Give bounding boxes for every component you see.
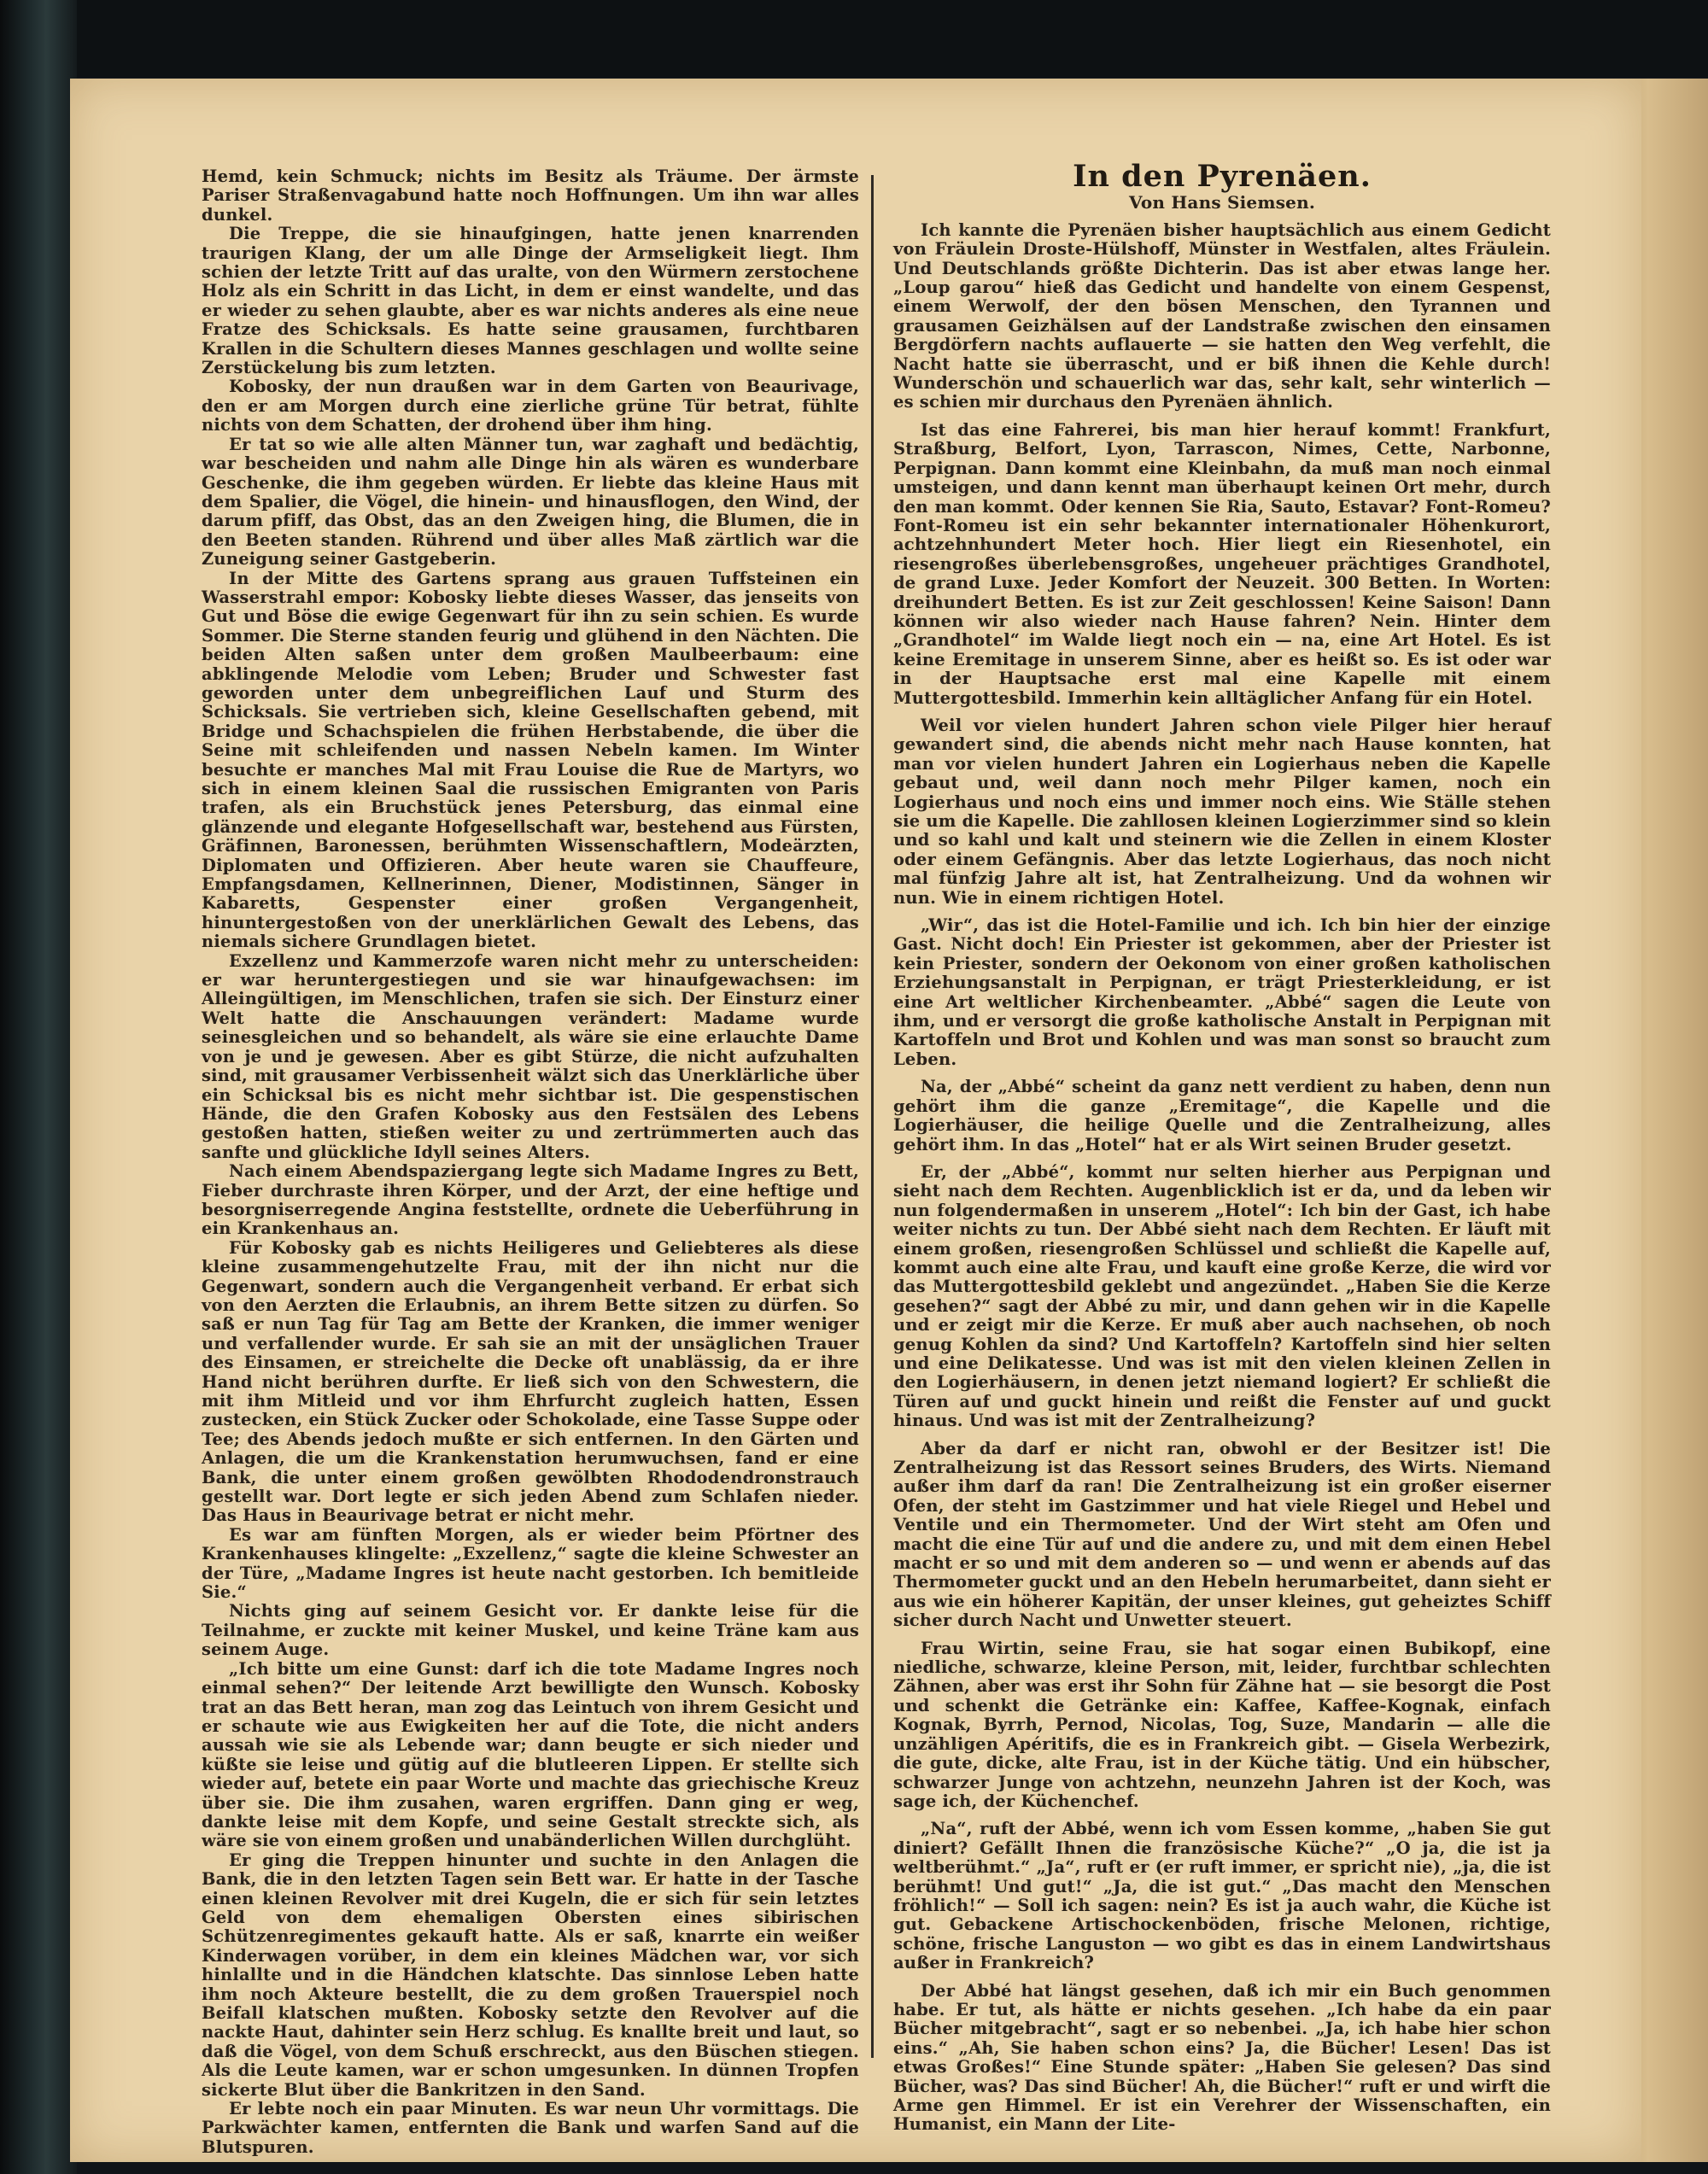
paragraph: „Wir“, das ist die Hotel-Familie und ich. Ich bin hier der einzige Gast. Nicht doch! Ein Priester ist gekommen, aber der Priester ist kein Priester, sondern der Oekonom von einer großen katholischen Erziehungsanstalt in Perpignan, er trägt Priesterkleidung, er ist eine Art weltlicher Kirchenbeamter. „Abbé“ sagen die Leute von ihm, und er versorgt die große katholische Anstalt in Perpignan mit Kartoffeln und Brot und Kohlen und was man sonst so braucht zum Leben. [893, 915, 1551, 1069]
article-title: In den Pyrenäen. [1073, 159, 1372, 194]
column-divider [871, 175, 874, 2058]
paragraph: Kobosky, der nun draußen war in dem Garten von Beaurivage, den er am Morgen durch eine zierliche grüne Tür betrat, fühlte nichts von dem Schatten, der drohend über ihm hing. [202, 377, 859, 435]
paragraph: „Na“, ruft der Abbé, wenn ich vom Essen komme, „haben Sie gut diniert? Gefällt Ihnen die französische Küche?“ „O ja, die ist ja weltberühmt.“ „Ja“, ruft er (er ruft immer, er spricht nie), „ja, die ist berühmt! Und gut!“ „Ja, die ist gut.“ „Das macht den Menschen fröhlich!“ — Soll ich sagen: nein? Es ist ja auch wahr, die Küche ist gut. Gebackene Artischockenböden, frische Melonen, richtige, schöne, frische Languston — wo gibt es das in einem Landwirtshaus außer in Frankreich? [893, 1819, 1551, 1973]
paragraph: Nichts ging auf seinem Gesicht vor. Er dankte leise für die Teilnahme, er zuckte mit keiner Muskel, und keine Träne kam aus seinem Auge. [202, 1601, 859, 1660]
paragraph: Für Kobosky gab es nichts Heiligeres und Geliebteres als diese kleine zusammengehutzelte Frau, mit der ihn nicht nur die Gegenwart, sondern auch die Vergangenheit verband. Er erbat sich von den Aerzten die Erlaubnis, an ihrem Bette sitzen zu dürfen. So saß er nun Tag für Tag am Bette der Kranken, die immer weniger und verfallender wurde. Er sah sie an mit der unsäglichen Trauer des Einsamen, er streichelte die Decke oft unablässig, da er ihre Hand nicht berühren durfte. Er ließ sich von den Schwestern, die mit ihm Mitleid und vor ihm Ehrfurcht zugleich hatten, Essen zustecken, ein Stück Zucker oder Schokolade, eine Tasse Suppe oder Tee; des Abends jedoch mußte er sich entfernen. In den Gärten und Anlagen, die um die Krankenstation herumwuchsen, fand er eine Bank, die unter einem großen gewölbten Rhododendronstrauch gestellt war. Dort legte er sich jeden Abend zum Schlafen nieder. Das Haus in Beaurivage betrat er nicht mehr. [202, 1237, 859, 1526]
paragraph: In der Mitte des Gartens sprang aus grauen Tuffsteinen ein Wasserstrahl empor: Kobosky liebte dieses Wasser, das jenseits von Gut und Böse die ewige Gegenwart für ihn zu sein schien. Es wurde Sommer. Die Sterne standen feurig und glühend in den Nächten. Die beiden Alten saßen unter dem großen Maulbeerbaum: eine abklingende Melodie vom Leben; Bruder und Schwester fast geworden unter dem unbegreiflichen Lauf und Sturm des Schicksals. Sie vertrieben sich, kleine Gesellschaften gebend, mit Bridge und Schachspielen die frühen Herbstabende, die über die Seine mit schleifenden und nassen Nebeln kamen. Im Winter besuchte er manches Mal mit Frau Louise die Rue de Martyrs, wo sich in einem kleinen Saal die russischen Emigranten von Paris trafen, als ein Bruchstück jenes Petersburg, das einmal eine glänzende und elegante Hofgesellschaft war, bestehend aus Fürsten, Gräfinnen, Baronessen, berühmten Wissenschaftlern, Modeärzten, Diplomaten und Offizieren. Aber heute waren sie Chauffeure, Empfangsdamen, Kellnerinnen, Diener, Modistinnen, Sänger in Kabaretts, Gespenster einer großen Vergangenheit, hinuntergestoßen von der unerklärlichen Gewalt des Lebens, das niemals sichere Grundlagen bietet. [202, 568, 859, 952]
right-column [893, 159, 1551, 2143]
paragraph: Er lebte noch ein paar Minuten. Es war neun Uhr vormittags. Die Parkwächter kamen, entfernten die Bank und warfen Sand auf die Blutspuren. [202, 2099, 859, 2157]
paragraph: „Ich bitte um eine Gunst: darf ich die tote Madame Ingres noch einmal sehen?“ Der leitende Arzt bewilligte den Wunsch. Kobosky trat an das Bett heran, man zog das Leintuch von ihrem Gesicht und er schaute wie aus Ewigkeiten her auf die Tote, die nicht anders aussah wie sie als Lebende war; dann beugte er sich nieder und küßte sie leise und gütig auf die blutleeren Lippen. Er stellte sich wieder auf, betete ein paar Worte und machte das griechische Kreuz über sie. Die ihm zusahen, waren ergriffen. Dann ging er weg, dankte leise mit dem Kopfe, und seine Gestalt streckte sich, als wäre sie von einem großen und unabänderlichen Willen durchglüht. [202, 1658, 859, 1851]
paragraph: Exzellenz und Kammerzofe waren nicht mehr zu unterscheiden: er war heruntergestiegen und sie war hinaufgewachsen: im Alleingültigen, im Menschlichen, trafen sie sich. Der Einsturz einer Welt hatte die Anschauungen verändert: Madame wurde seinesgleichen und so behandelt, als wäre sie eine erlauchte Dame von je und je gewesen. Aber es gibt Stürze, die nicht aufzuhalten sind, mit grausamer Verbissenheit wälzt sich das Unerklärliche über ein Schicksal bis es nicht mehr sichtbar ist. Die gespenstischen Hände, die den Grafen Kobosky aus den Festsälen des Lebens gestoßen hatten, stießen weiter zu und zertrümmerten auch das sanfte und glückliche Idyll seines Alters. [202, 950, 859, 1162]
book-spine [0, 0, 77, 2174]
paragraph: Ist das eine Fahrerei, bis man hier herauf kommt! Frankfurt, Straßburg, Belfort, Lyon, Tarrascon, Nimes, Cette, Narbonne, Perpignan. Dann kommt eine Kleinbahn, da muß man noch einmal umsteigen, und dann kennt man überhaupt keinen Ort mehr, durch den man kommt. Oder kennen Sie Ria, Sauto, Estavar? Font-Romeu? Font-Romeu ist ein sehr bekannter internationaler Höhenkurort, achtzehnhundert Meter hoch. Hier liegt ein Riesenhotel, ein riesengroßes überlebensgroßes, ungeheuer prächtiges Grandhotel, de grand Luxe. Jeder Komfort der Neuzeit. 300 Betten. In Worten: dreihundert Betten. Es ist zur Zeit geschlossen! Keine Saison! Dann können wir also wieder nach Hause fahren? Nein. Hinter dem „Grandhotel“ im Walde liegt noch ein — na, eine Art Hotel. Es ist keine Eremitage in unserem Sinne, aber es heißt so. Es ist oder war in der Hauptsache erst mal eine Kapelle mit einem Muttergottesbild. Immerhin kein alltäglicher Anfang für ein Hotel. [893, 419, 1551, 708]
paragraph: Es war am fünften Morgen, als er wieder beim Pförtner des Krankenhauses klingelte: „Exzellenz,“ sagte die kleine Schwester an der Türe, „Madame Ingres ist heute nacht gestorben. Ich bemitleide Sie.“ [202, 1524, 859, 1603]
paragraph: Die Treppe, die sie hinaufgingen, hatte jenen knarrenden traurigen Klang, der um alle Dinge der Armseligkeit liegt. Ihm schien der letzte Tritt auf das uralte, von den Würmern zerstochene Holz als ein Schritt in das Licht, in dem er einst wandelte, und das er wieder zu sehen glaubte, aber es war nichts anderes als eine neue Fratze des Schicksals. Es hatte seine grausamen, furchtbaren Krallen in die Schultern dieses Mannes geschlagen und wollte seine Zerstückelung bis zum letzten. [202, 224, 859, 378]
paragraph: Na, der „Abbé“ scheint da ganz nett verdient zu haben, denn nun gehört ihm die ganze „Eremitage“, die Kapelle und die Logierhäuser, die heilige Quelle und die Zentralheizung, alles gehört ihm. In das „Hotel“ hat er als Wirt seinen Bruder gesetzt. [893, 1077, 1551, 1154]
left-column [202, 167, 859, 2157]
article-byline: Von Hans Siemsen. [1129, 192, 1315, 213]
paragraph: Frau Wirtin, seine Frau, sie hat sogar einen Bubikopf, eine niedliche, schwarze, kleine Person, mit, leider, furchtbar schlechten Zähnen, aber was erst ihr Sohn für Zähne hat — sie besorgt die Post und schenkt die Getränke ein: Kaffee, Kaffee-Kognak, einfach Kognak, Byrrh, Pernod, Nicolas, Tog, Suze, Mandarin — alle die unzähligen Apéritifs, die es in Frankreich gibt. — Gisela Werbezirk, die gute, dicke, alte Frau, ist in der Küche tätig. Und ein hübscher, schwarzer Junge von achtzehn, neunzehn Jahren ist der Koch, was sage ich, der Küchenchef. [893, 1638, 1551, 1811]
paragraph: Aber da darf er nicht ran, obwohl er der Besitzer ist! Die Zentralheizung ist das Ressort seines Bruders, des Wirts. Niemand außer ihm darf da ran! Die Zentralheizung ist ein großer eiserner Ofen, der steht im Gastzimmer und hat viele Riegel und Hebel und Ventile und ein Thermometer. Und der Wirt steht am Ofen und macht die eine Tür auf und die andere zu, und mit dem einen Hebel macht er so und mit dem anderen so — und wenn er abends auf das Thermometer guckt und an den Hebeln herumarbeitet, dann sieht er aus wie ein höherer Kapitän, der unser kleines, gut geheiztes Schiff sicher durch Nacht und Unwetter steuert. [893, 1438, 1551, 1631]
paragraph: Hemd, kein Schmuck; nichts im Besitz als Träume. Der ärmste Pariser Straßenvagabund hatte noch Hoffnungen. Um ihn war alles dunkel. [202, 167, 859, 225]
paragraph: Der Abbé hat längst gesehen, daß ich mir ein Buch genommen habe. Er tut, als hätte er nichts gesehen. „Ich habe da ein paar Bücher mitgebracht“, sagt er so nebenbei. „Ja, ich habe hier schon eins.“ „Ah, Sie haben schon eins? Ja, die Bücher! Lesen! Das ist etwas Großes!“ Eine Stunde später: „Haben Sie gelesen? Das sind Bücher, was? Das sind Bücher! Ah, die Bücher!“ ruft er und wirft die Arme gen Himmel. Er ist ein Verehrer der Wissenschaften, ein Humanist, ein Mann der Lite- [893, 1980, 1551, 2135]
paragraph: Ich kannte die Pyrenäen bisher hauptsächlich aus einem Gedicht von Fräulein Droste-Hülshoff, Münster in Westfalen, altes Fräulein. Und Deutschlands größte Dichterin. Das ist aber etwas lange her. „Loup garou“ hieß das Gedicht und handelte von einem Gespenst, einem Werwolf, der den bösen Menschen, den Tyrannen und grausamen Geizhälsen auf der Landstraße zwischen den einsamen Bergdörfern nachts auflauerte — sie hatten den Weg verfehlt, die Nacht hatte sie überrascht, und er biß ihnen die Kehle durch! Wunderschön und schauerlich war das, sehr kalt, sehr winterlich — es schien mir durchaus den Pyrenäen ähnlich. [893, 219, 1551, 412]
paragraph: Er tat so wie alle alten Männer tun, war zaghaft und bedächtig, war bescheiden und nahm alle Dinge hin als wären es wunderbare Geschenke, die ihm gegeben würden. Er liebte das kleine Haus mit dem Spalier, die Vögel, die hinein- und hinausflogen, den Wind, der darum pfiff, das Obst, das an den Zweigen hing, die Blumen, die in den Beeten standen. Rührend und über alles Maß zärtlich war die Zuneigung seiner Gastgeberin. [202, 434, 859, 570]
scan-border [0, 0, 1708, 77]
paragraph: Weil vor vielen hundert Jahren schon viele Pilger hier herauf gewandert sind, die abends nicht mehr nach Hause konnten, hat man vor vielen hundert Jahren ein Logierhaus neben die Kapelle gebaut und, weil dann noch mehr Pilger kamen, noch ein Logierhaus und noch eins und immer noch eins. Wie Ställe stehen sie um die Kapelle. Die zahllosen kleinen Logierzimmer sind so klein und so kahl und kalt und steinern wie die Zellen in einem Kloster oder einem Gefängnis. Aber das letzte Logierhaus, das noch nicht mal fünfzig Jahre alt ist, hat Zentralheizung. Und da wohnen wir nun. Wie in einem richtigen Hotel. [893, 715, 1551, 908]
paragraph: Er ging die Treppen hinunter und suchte in den Anlagen die Bank, die in den letzten Tagen sein Bett war. Er hatte in der Tasche einen kleinen Revolver mit drei Kugeln, die er sich für sein letztes Geld von dem ehemaligen Obersten eines sibirischen Schützenregimentes gekauft hatte. Als er saß, knarrte ein weißer Kinderwagen vorüber, in dem ein kleines Mädchen war, vor sich hinlallte und in die Händchen klatschte. Das sinnlose Leben hatte ihm noch Akteure bestellt, die zu dem großen Trauerspiel noch Beifall klatschen mußten. Kobosky setzte den Revolver auf die nackte Haut, dahinter sein Herz schlug. Es knallte breit und laut, so daß die Vögel, von dem Schuß erschreckt, aus den Büschen stiegen. Als die Leute kamen, war er schon umgesunken. In dünnen Tropfen sickerte Blut über die Bankritzen in den Sand. [202, 1850, 859, 2100]
paragraph: Nach einem Abendspaziergang legte sich Madame Ingres zu Bett, Fieber durchraste ihren Körper, und der Arzt, der eine heftige und besorgniserregende Angina feststellte, ordnete die Ueberführung in ein Krankenhaus an. [202, 1161, 859, 1239]
paragraph: Er, der „Abbé“, kommt nur selten hierher aus Perpignan und sieht nach dem Rechten. Augenblicklich ist er da, und da leben wir nun folgendermaßen in unserem „Hotel“: Ich bin der Gast, ich habe weiter nichts zu tun. Der Abbé sieht nach dem Rechten. Er läuft mit einem großen, riesengroßen Schlüssel und schließt die Kapelle auf, kommt auch eine alte Frau, und kauft eine große Kerze, die wird vor das Muttergottesbild geklebt und angezündet. „Haben Sie die Kerze gesehen?“ sagt der Abbé zu mir, und dann gehen wir in die Kapelle und er zeigt mir die Kerze. Er muß aber auch nachsehen, ob noch genug Kohlen da sind? Und Kartoffeln? Kartoffeln sind hier selten und eine Delikatesse. Und was ist mit den vielen kleinen Zellen in den Logierhäusern, in denen jetzt niemand logiert? Er schließt die Türen auf und guckt hinein und reißt die Fenster auf und guckt hinaus. Und was ist mit der Zentralheizung? [893, 1161, 1551, 1431]
